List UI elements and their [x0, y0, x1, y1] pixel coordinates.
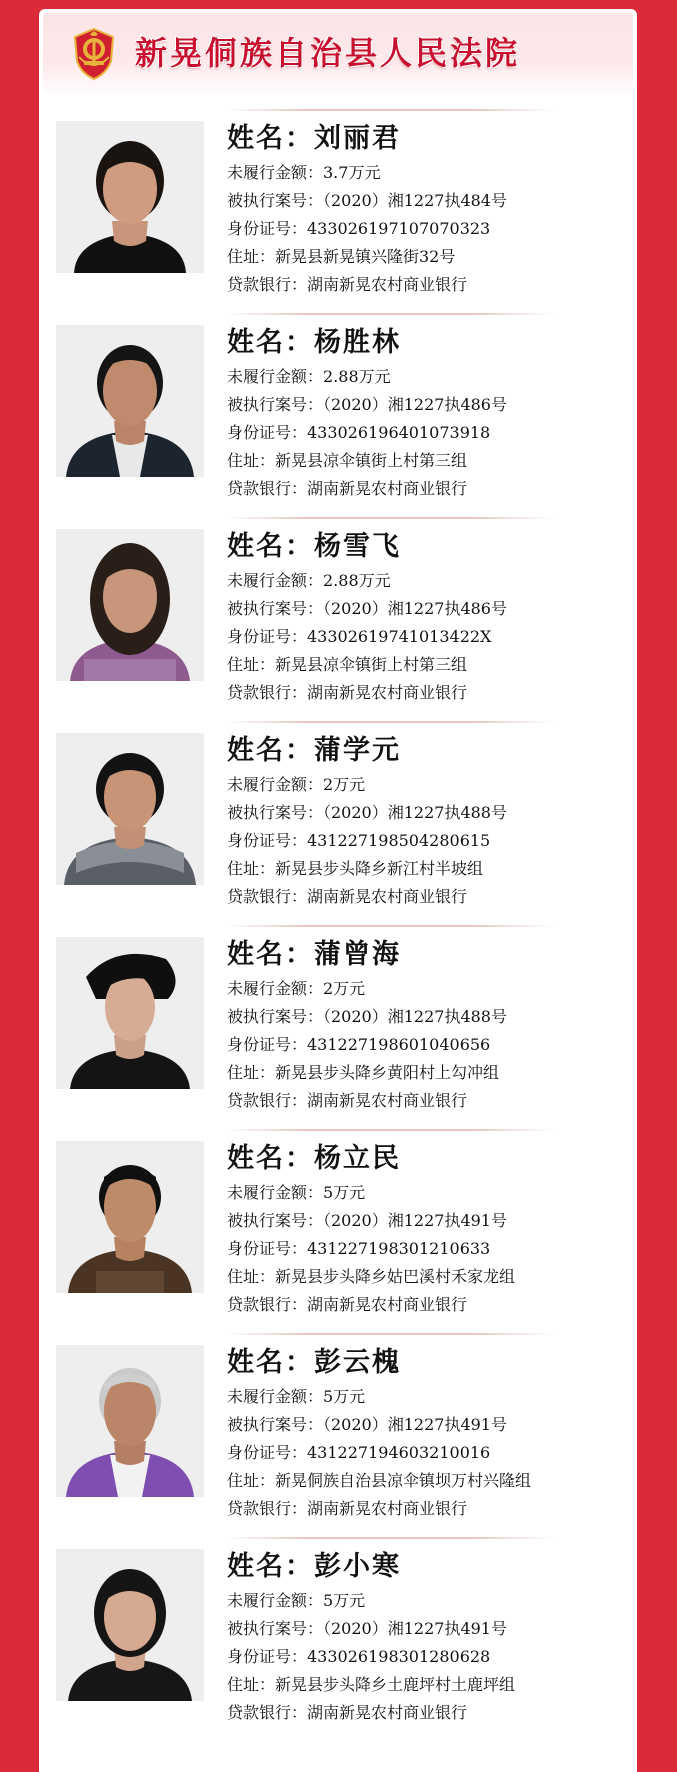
divider: [224, 1129, 554, 1131]
header-banner: [43, 13, 633, 97]
divider: [224, 517, 554, 519]
unpaid-amount: 未履行金额：2万元: [227, 979, 366, 998]
address: 住址：新晃县凉伞镇街上村第三组: [227, 655, 468, 674]
address: 住址：新晃县步头降乡新江村半坡组: [227, 859, 484, 878]
loan-bank: 贷款银行：湖南新晃农村商业银行: [227, 1295, 468, 1314]
id-number: 身份证号：433026197107070323: [227, 219, 491, 238]
person-card: [39, 721, 637, 921]
loan-bank: 贷款银行：湖南新晃农村商业银行: [227, 479, 468, 498]
person-card: [39, 1537, 637, 1737]
case-number: 被执行案号：（2020）湘1227执484号: [227, 191, 507, 210]
case-number: 被执行案号：（2020）湘1227执486号: [227, 395, 507, 414]
divider: [224, 313, 554, 315]
divider: [224, 1537, 554, 1539]
person-card: [39, 313, 637, 513]
person-card: [39, 1333, 637, 1533]
person-card: [39, 517, 637, 717]
person-photo: [56, 529, 204, 681]
id-number: 身份证号：431227198301210633: [227, 1239, 491, 1258]
id-number: 身份证号：431227198504280615: [227, 831, 491, 850]
loan-bank: 贷款银行：湖南新晃农村商业银行: [227, 683, 468, 702]
id-number: 身份证号：433026198301280628: [227, 1647, 491, 1666]
person-name: 姓名：杨雪飞: [227, 531, 401, 562]
person-photo: [56, 325, 204, 477]
unpaid-amount: 未履行金额：5万元: [227, 1387, 366, 1406]
loan-bank: 贷款银行：湖南新晃农村商业银行: [227, 1091, 468, 1110]
person-name: 姓名：杨胜林: [227, 327, 401, 358]
address: 住址：新晃县步头降乡土鹿坪村土鹿坪组: [227, 1675, 516, 1694]
address: 住址：新晃县新晃镇兴隆街32号: [227, 247, 456, 266]
person-card: [39, 925, 637, 1125]
divider: [224, 1333, 554, 1335]
id-number: 身份证号：431227194603210016: [227, 1443, 491, 1462]
person-card: [39, 1129, 637, 1329]
divider: [224, 109, 554, 111]
unpaid-amount: 未履行金额：3.7万元: [227, 163, 381, 182]
case-number: 被执行案号：（2020）湘1227执491号: [227, 1619, 507, 1638]
id-number: 身份证号：43302619741013422X: [227, 627, 492, 646]
loan-bank: 贷款银行：湖南新晃农村商业银行: [227, 887, 468, 906]
loan-bank: 贷款银行：湖南新晃农村商业银行: [227, 1499, 468, 1518]
court-emblem-icon: [71, 27, 117, 81]
divider: [224, 925, 554, 927]
person-photo: [56, 1549, 204, 1701]
loan-bank: 贷款银行：湖南新晃农村商业银行: [227, 275, 468, 294]
person-photo: [56, 1345, 204, 1497]
unpaid-amount: 未履行金额：2万元: [227, 775, 366, 794]
person-name: 姓名：彭云槐: [227, 1347, 401, 1378]
case-number: 被执行案号：（2020）湘1227执491号: [227, 1211, 507, 1230]
person-name: 姓名：蒲学元: [227, 735, 401, 766]
unpaid-amount: 未履行金额：2.88万元: [227, 367, 391, 386]
person-name: 姓名：刘丽君: [227, 123, 401, 154]
divider: [224, 721, 554, 723]
case-number: 被执行案号：（2020）湘1227执488号: [227, 803, 507, 822]
person-photo: [56, 1141, 204, 1293]
address: 住址：新晃县步头降乡黄阳村上勾冲组: [227, 1063, 500, 1082]
id-number: 身份证号：431227198601040656: [227, 1035, 491, 1054]
person-photo: [56, 121, 204, 273]
notice-panel: [39, 9, 637, 1772]
loan-bank: 贷款银行：湖南新晃农村商业银行: [227, 1703, 468, 1722]
person-name: 姓名：杨立民: [227, 1143, 401, 1174]
unpaid-amount: 未履行金额：5万元: [227, 1591, 366, 1610]
court-title: 新晃侗族自治县人民法院: [135, 34, 521, 72]
case-number: 被执行案号：（2020）湘1227执486号: [227, 599, 507, 618]
person-name: 姓名：彭小寒: [227, 1551, 401, 1582]
person-photo: [56, 937, 204, 1089]
person-card: [39, 109, 637, 309]
case-number: 被执行案号：（2020）湘1227执491号: [227, 1415, 507, 1434]
person-photo: [56, 733, 204, 885]
unpaid-amount: 未履行金额：5万元: [227, 1183, 366, 1202]
address: 住址：新晃县步头降乡姑巴溪村禾家龙组: [227, 1267, 516, 1286]
unpaid-amount: 未履行金额：2.88万元: [227, 571, 391, 590]
id-number: 身份证号：433026196401073918: [227, 423, 491, 442]
address: 住址：新晃侗族自治县凉伞镇坝万村兴隆组: [227, 1471, 532, 1490]
person-name: 姓名：蒲曾海: [227, 939, 401, 970]
case-number: 被执行案号：（2020）湘1227执488号: [227, 1007, 507, 1026]
address: 住址：新晃县凉伞镇街上村第三组: [227, 451, 468, 470]
